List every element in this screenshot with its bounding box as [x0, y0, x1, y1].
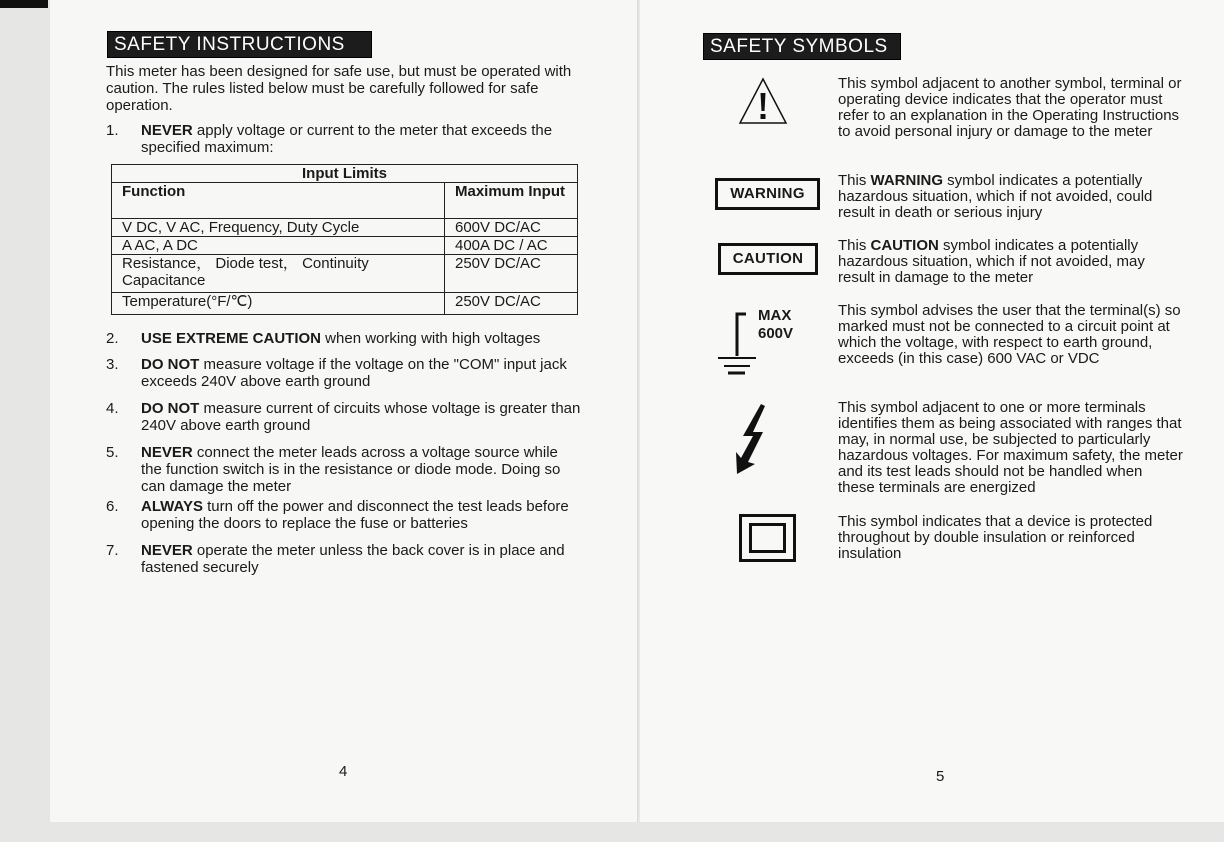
description-text: symbol indicates a potentially hazardous situation, which if not avoided, may result in damage to the meter [838, 237, 1145, 286]
function-cell: Temperature(°F/℃) [112, 293, 445, 315]
item-number: 5. [106, 444, 119, 461]
item-text: when working with high voltages [321, 330, 541, 347]
item-text: measure current of circuits whose voltage is greater than 240V above earth ground [141, 400, 581, 434]
item-number: 4. [106, 400, 119, 417]
description-text: This [838, 172, 871, 189]
description-text: This symbol adjacent to another symbol, terminal or operating device indicates that the operator must refer to an explanation in the Operating Instructions to avoid personal injury or damage to the meter [838, 75, 1182, 140]
warning-label-icon: WARNING [715, 178, 820, 210]
description-text: This symbol advises the user that the terminal(s) so marked must not be connected to a circuit point at which the voltage, with respect to earth ground, exceeds (in this case) 600 VAC or VDC [838, 302, 1181, 367]
item-number: 2. [106, 330, 119, 347]
input-limits-table [111, 164, 578, 315]
symbol-description [838, 76, 1183, 140]
item-number: 3. [106, 356, 119, 373]
item-emphasis: USE EXTREME CAUTION [141, 330, 322, 347]
description-emphasis: WARNING [870, 172, 944, 189]
item-text: operate the meter unless the back cover is in place and fastened securely [141, 542, 565, 576]
max-cell: 250V DC/AC [445, 293, 578, 315]
lightning-bolt-icon [733, 402, 767, 476]
safety-instructions-heading: SAFETY INSTRUCTIONS [107, 31, 372, 58]
function-cell: A AC, A DC [112, 237, 445, 255]
caution-label-icon: CAUTION [718, 243, 818, 275]
symbol-description [838, 303, 1183, 367]
item-number: 7. [106, 542, 119, 559]
item-emphasis: DO NOT [141, 400, 200, 417]
instruction-item-7 [106, 542, 586, 576]
description-text: This symbol adjacent to one or more terminals identifies them as being associated with ranges that may, in normal use, be subjected to particularly hazardous voltages. For maximum safety, the meter and its test leads should not be handled when these terminals are energized [838, 399, 1183, 496]
item-text: turn off the power and disconnect the test leads before opening the doors to replace the fuse or batteries [141, 498, 569, 532]
page-number-right: 5 [936, 768, 945, 785]
item-text: apply voltage or current to the meter that exceeds the specified maximum: [141, 122, 553, 156]
symbol-description [838, 238, 1183, 286]
function-cell: Resistance， Diode test， Continuity Capacitance [112, 255, 445, 293]
page-number-left: 4 [339, 763, 348, 780]
item-emphasis: ALWAYS [141, 498, 203, 515]
table-title: Input Limits [112, 165, 578, 183]
instruction-item-1 [106, 122, 586, 156]
max-cell: 400A DC / AC [445, 237, 578, 255]
item-number: 6. [106, 498, 119, 515]
description-text: This symbol indicates that a device is protected throughout by double insulation or reinforced insulation [838, 513, 1153, 562]
item-text: connect the meter leads across a voltage source while the function switch is in the resistance or diode mode. Doing so can damage the meter [141, 444, 561, 495]
column-header-maximum-input: Maximum Input [445, 183, 578, 219]
table-row [112, 293, 578, 315]
safety-symbols-heading: SAFETY SYMBOLS [703, 33, 901, 60]
voltage-label: 600V [758, 325, 794, 342]
column-header-function: Function [112, 183, 445, 219]
item-emphasis: NEVER [141, 444, 193, 461]
function-cell: V DC, V AC, Frequency, Duty Cycle [112, 219, 445, 237]
scan-edge-mark [0, 0, 48, 8]
instruction-item-2 [106, 330, 586, 347]
description-text: This [838, 237, 871, 254]
max-cell: 600V DC/AC [445, 219, 578, 237]
instruction-item-5 [106, 444, 586, 495]
instruction-item-3 [106, 356, 586, 390]
warning-triangle-icon [738, 77, 788, 125]
double-insulation-icon [739, 514, 796, 562]
description-text: symbol indicates a potentially hazardous situation, which if not avoided, could result in death or serious injury [838, 172, 1153, 221]
item-number: 1. [106, 122, 119, 139]
item-emphasis: NEVER [141, 122, 193, 139]
max-voltage-label [758, 307, 793, 343]
table-row [112, 255, 578, 293]
max-voltage-ground-icon [716, 312, 756, 378]
intro-paragraph: This meter has been designed for safe use, but must be operated with caution. The rules listed below must be carefully followed for safe operation. [106, 63, 572, 114]
instruction-item-4 [106, 400, 586, 434]
book-gutter [637, 0, 640, 822]
item-emphasis: NEVER [141, 542, 193, 559]
symbol-description [838, 173, 1183, 221]
table-row [112, 237, 578, 255]
max-cell: 250V DC/AC [445, 255, 578, 293]
item-emphasis: DO NOT [141, 356, 200, 373]
symbol-description [838, 514, 1183, 562]
item-text: measure voltage if the voltage on the "COM" input jack exceeds 240V above earth ground [141, 356, 567, 390]
instruction-item-6 [106, 498, 586, 532]
symbol-description [838, 400, 1183, 496]
table-row [112, 219, 578, 237]
description-emphasis: CAUTION [870, 237, 939, 254]
max-label: MAX [758, 307, 792, 324]
